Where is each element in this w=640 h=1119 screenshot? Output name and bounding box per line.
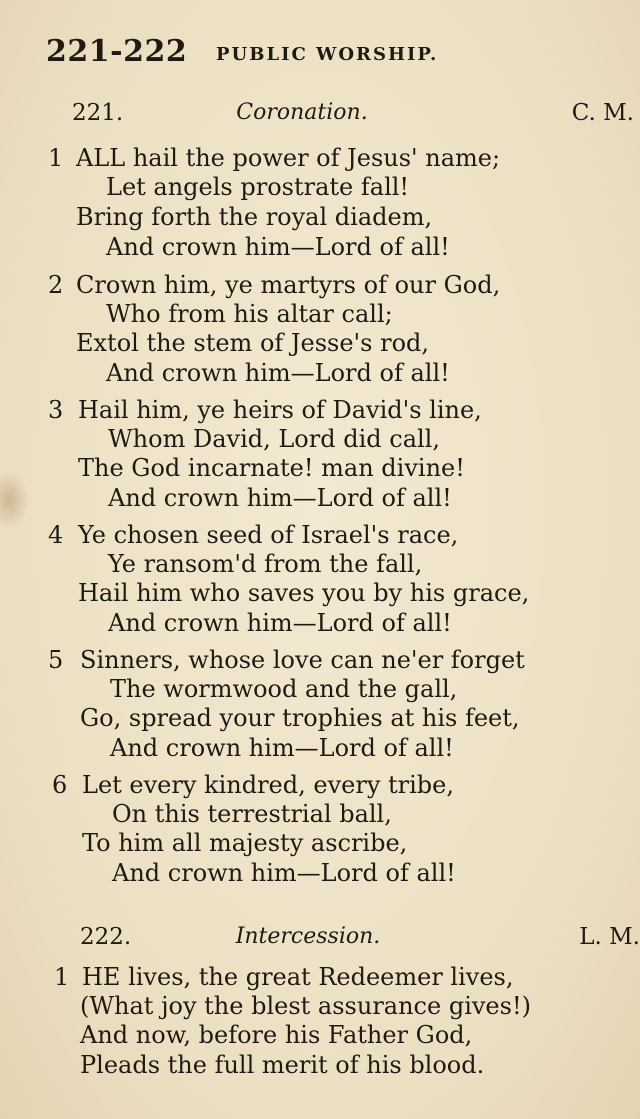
hymn-title: Intercession. xyxy=(235,924,381,949)
verse-number: 1 xyxy=(48,144,64,172)
verse-line: And crown him—Lord of all! xyxy=(106,359,450,387)
page-range: 221-222 xyxy=(46,34,188,69)
verse-line: And now, before his Father God, xyxy=(80,1021,473,1049)
verse-line: And crown him—Lord of all! xyxy=(108,484,452,512)
verse-number: 5 xyxy=(48,646,64,674)
verse-number: 6 xyxy=(52,771,68,799)
page-stain xyxy=(0,470,30,530)
verse-line: (What joy the blest assurance gives!) xyxy=(80,992,531,1020)
verse-line: And crown him—Lord of all! xyxy=(112,859,456,887)
verse-line: On this terrestrial ball, xyxy=(112,800,392,828)
hymn-header-222 xyxy=(80,924,640,956)
verse-number: 1 xyxy=(54,963,70,991)
section-title: PUBLIC WORSHIP. xyxy=(216,44,439,65)
verse-line: Hail him who saves you by his grace, xyxy=(78,579,530,607)
verse-line: To him all majesty ascribe, xyxy=(82,829,408,857)
hymn-meter: L. M. xyxy=(579,924,640,950)
verse-number: 4 xyxy=(48,521,64,549)
hymn-header-221 xyxy=(72,100,634,132)
verse-line: Sinners, whose love can ne'er forget xyxy=(80,646,525,674)
verse-line: ALL hail the power of Jesus' name; xyxy=(76,144,501,172)
verse-line: Let every kindred, every tribe, xyxy=(82,771,454,799)
verse-line: Crown him, ye martyrs of our God, xyxy=(76,271,501,299)
hymn-number: 221. xyxy=(72,100,124,126)
verse-line: Whom David, Lord did call, xyxy=(108,425,440,453)
verse-line: Pleads the full merit of his blood. xyxy=(80,1051,485,1079)
verse-line: And crown him—Lord of all! xyxy=(108,609,452,637)
verse-line: The wormwood and the gall, xyxy=(110,675,458,703)
verse-line: Who from his altar call; xyxy=(106,300,393,328)
verse-line: And crown him—Lord of all! xyxy=(110,734,454,762)
verse-number: 2 xyxy=(48,271,64,299)
verse-line: Let angels prostrate fall! xyxy=(106,173,410,201)
verse-line: Bring forth the royal diadem, xyxy=(76,203,433,231)
hymn-meter: C. M. xyxy=(571,100,634,126)
verse-line: HE lives, the great Redeemer lives, xyxy=(82,963,514,991)
hymn-number: 222. xyxy=(80,924,132,950)
verse-line: Hail him, ye heirs of David's line, xyxy=(78,396,482,424)
hymn-title: Coronation. xyxy=(236,100,368,125)
verse-line: Extol the stem of Jesse's rod, xyxy=(76,329,430,357)
verse-line: The God incarnate! man divine! xyxy=(78,454,465,482)
verse-line: And crown him—Lord of all! xyxy=(106,233,450,261)
verse-line: Ye ransom'd from the fall, xyxy=(108,550,423,578)
verse-number: 3 xyxy=(48,396,64,424)
verse-line: Ye chosen seed of Israel's race, xyxy=(78,521,459,549)
running-head xyxy=(46,34,606,74)
verse-line: Go, spread your trophies at his feet, xyxy=(80,704,520,732)
